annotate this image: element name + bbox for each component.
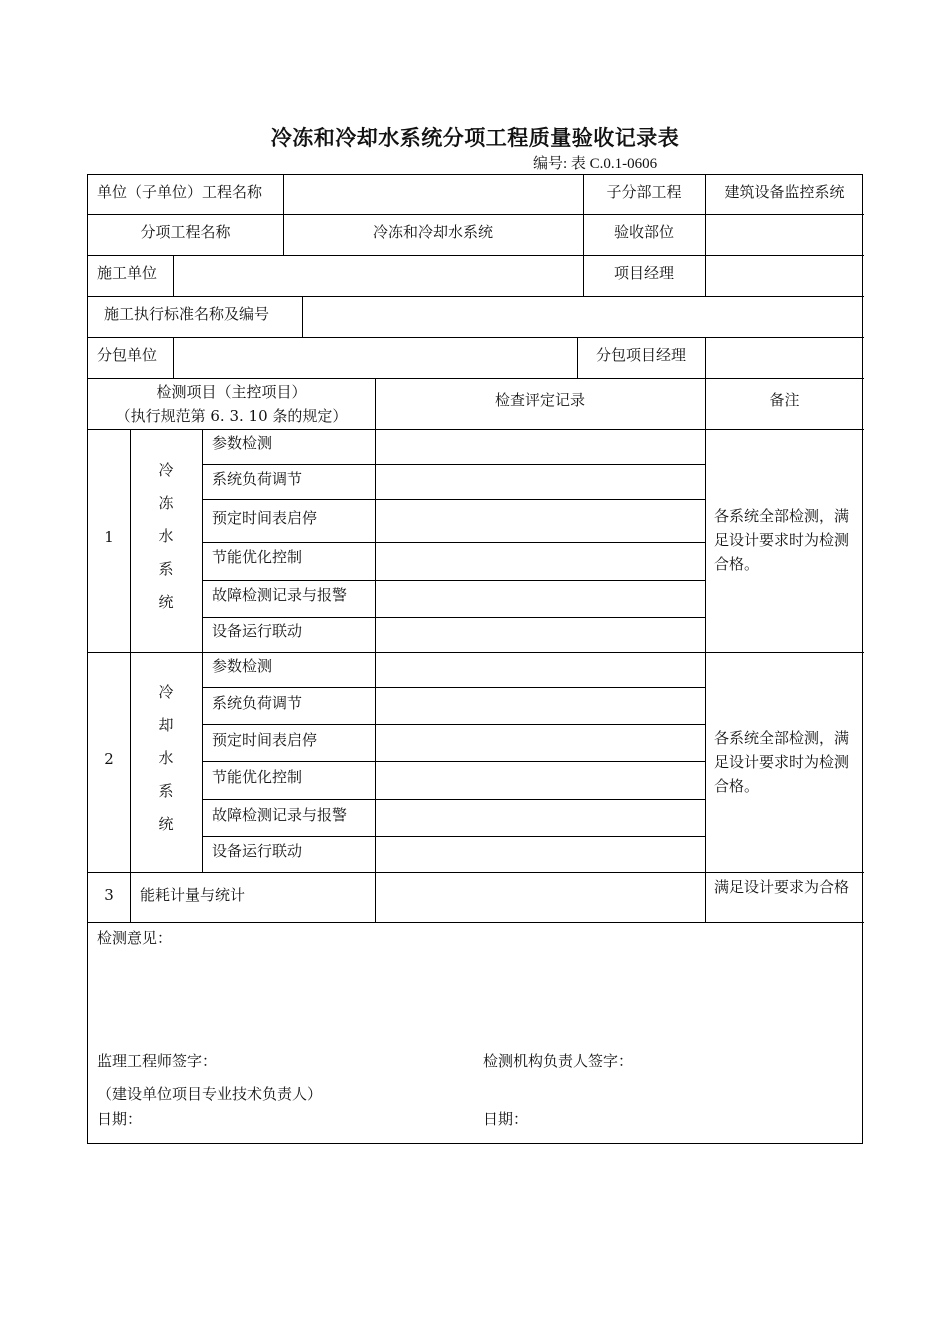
contractor-label: 施工单位 — [97, 264, 158, 282]
energy-metering-item: 能耗计量与统计 — [140, 886, 246, 904]
agency-sign-label: 检测机构负责人签字： — [483, 1052, 634, 1070]
check-item: 预定时间表启停 — [212, 731, 318, 749]
row-number-3: 3 — [104, 886, 114, 904]
acceptance-part-label: 验收部位 — [613, 223, 674, 241]
check-item: 预定时间表启停 — [212, 509, 318, 527]
col-item-line2: （执行规范第 6. 3. 10 条的规定） — [115, 407, 348, 425]
row-number-2: 2 — [104, 750, 114, 768]
supervisor-sign-label: 监理工程师签字： — [97, 1052, 218, 1070]
check-item: 节能优化控制 — [212, 548, 303, 566]
col-record: 检查评定记录 — [494, 391, 585, 409]
standard-label: 施工执行标准名称及编号 — [104, 305, 270, 323]
check-item: 故障检测记录与报警 — [212, 806, 348, 824]
check-item: 设备运行联动 — [212, 842, 303, 860]
subcontractor-label: 分包单位 — [97, 346, 158, 364]
remark-2: 各系统全部检测，满足设计要求时为检测合格。 — [714, 729, 850, 795]
system-name-2: 冷 却 水 系 统 — [158, 683, 174, 833]
system-name-1: 冷 冻 水 系 统 — [158, 461, 174, 611]
page-title: 冷冻和冷却水系统分项工程质量验收记录表 — [270, 125, 680, 150]
opinion-label: 检测意见： — [97, 929, 173, 947]
agency-date-label: 日期： — [483, 1110, 529, 1128]
item-name-label: 分项工程名称 — [140, 223, 231, 241]
form-code: 编号: 表 C.0.1-0606 — [533, 156, 658, 172]
col-item-line1: 检测项目（主控项目） — [156, 383, 307, 401]
acceptance-record-table — [87, 174, 863, 1144]
check-item: 设备运行联动 — [212, 622, 303, 640]
sub-division-label: 子分部工程 — [606, 183, 682, 201]
check-item: 节能优化控制 — [212, 768, 303, 786]
check-item: 系统负荷调节 — [212, 470, 303, 488]
check-item: 系统负荷调节 — [212, 694, 303, 712]
remark-1: 各系统全部检测，满足设计要求时为检测合格。 — [714, 507, 850, 573]
check-item: 参数检测 — [212, 434, 273, 452]
col-remark: 备注 — [769, 391, 800, 409]
supervisor-date-label: 日期： — [97, 1110, 143, 1128]
check-item: 参数检测 — [212, 657, 273, 675]
item-name-value[interactable]: 冷冻和冷却水系统 — [372, 223, 493, 241]
project-manager-label: 项目经理 — [613, 264, 674, 282]
sub-pm-label: 分包项目经理 — [595, 346, 686, 364]
remark-3: 满足设计要求为合格 — [714, 878, 850, 896]
sub-division-value[interactable]: 建筑设备监控系统 — [724, 183, 845, 201]
row-number-1: 1 — [104, 528, 114, 546]
unit-name-label: 单位（子单位）工程名称 — [97, 183, 263, 201]
supervisor-note: （建设单位项目专业技术负责人） — [97, 1085, 323, 1103]
check-item: 故障检测记录与报警 — [212, 586, 348, 604]
